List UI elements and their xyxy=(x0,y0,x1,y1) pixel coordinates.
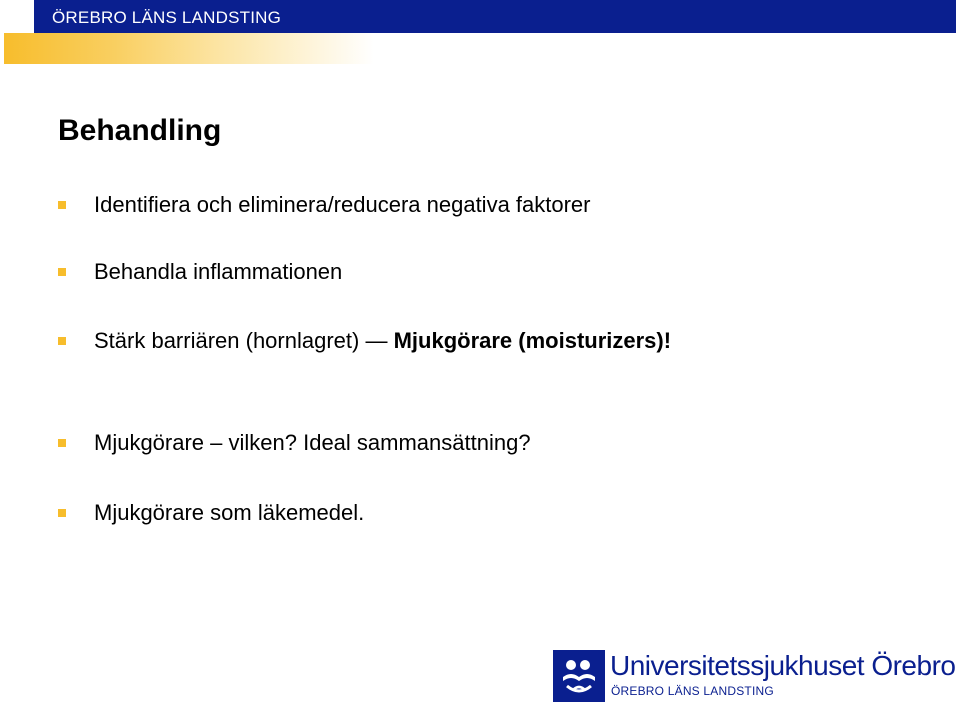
bullet-bold-text: Mjukgörare (moisturizers)! xyxy=(393,328,672,353)
hospital-logo-icon xyxy=(553,650,605,702)
hospital-logo-name: Universitetssjukhuset Örebro xyxy=(610,650,956,681)
accent-bar xyxy=(4,33,374,64)
hospital-logo-subtitle: ÖREBRO LÄNS LANDSTING xyxy=(611,684,774,698)
bullet-item xyxy=(58,259,343,285)
bullet-text: Mjukgörare som läkemedel. xyxy=(94,500,365,525)
header-org-name: ÖREBRO LÄNS LANDSTING xyxy=(52,8,282,27)
bullet-item xyxy=(58,430,531,456)
bullet-square-icon xyxy=(58,509,66,517)
bullet-item xyxy=(58,500,365,526)
bullet-square-icon xyxy=(58,268,66,276)
bullet-text: Behandla inflammationen xyxy=(94,259,343,284)
bullet-item: Stärk barriären (hornlagret) — Mjukgörare (moisturizers)! xyxy=(58,328,635,354)
bullet-square-icon xyxy=(58,201,66,209)
bullet-item xyxy=(58,192,591,218)
bullet-square-icon xyxy=(58,439,66,447)
bullet-square-icon xyxy=(58,337,66,345)
bullet-text: Identifiera och eliminera/reducera negativa faktorer xyxy=(94,192,591,217)
slide-title: Behandling xyxy=(58,114,222,147)
bullet-text: Stärk barriären (hornlagret) xyxy=(94,328,366,353)
bullet-text: Mjukgörare – vilken? Ideal sammansättning? xyxy=(94,430,531,455)
